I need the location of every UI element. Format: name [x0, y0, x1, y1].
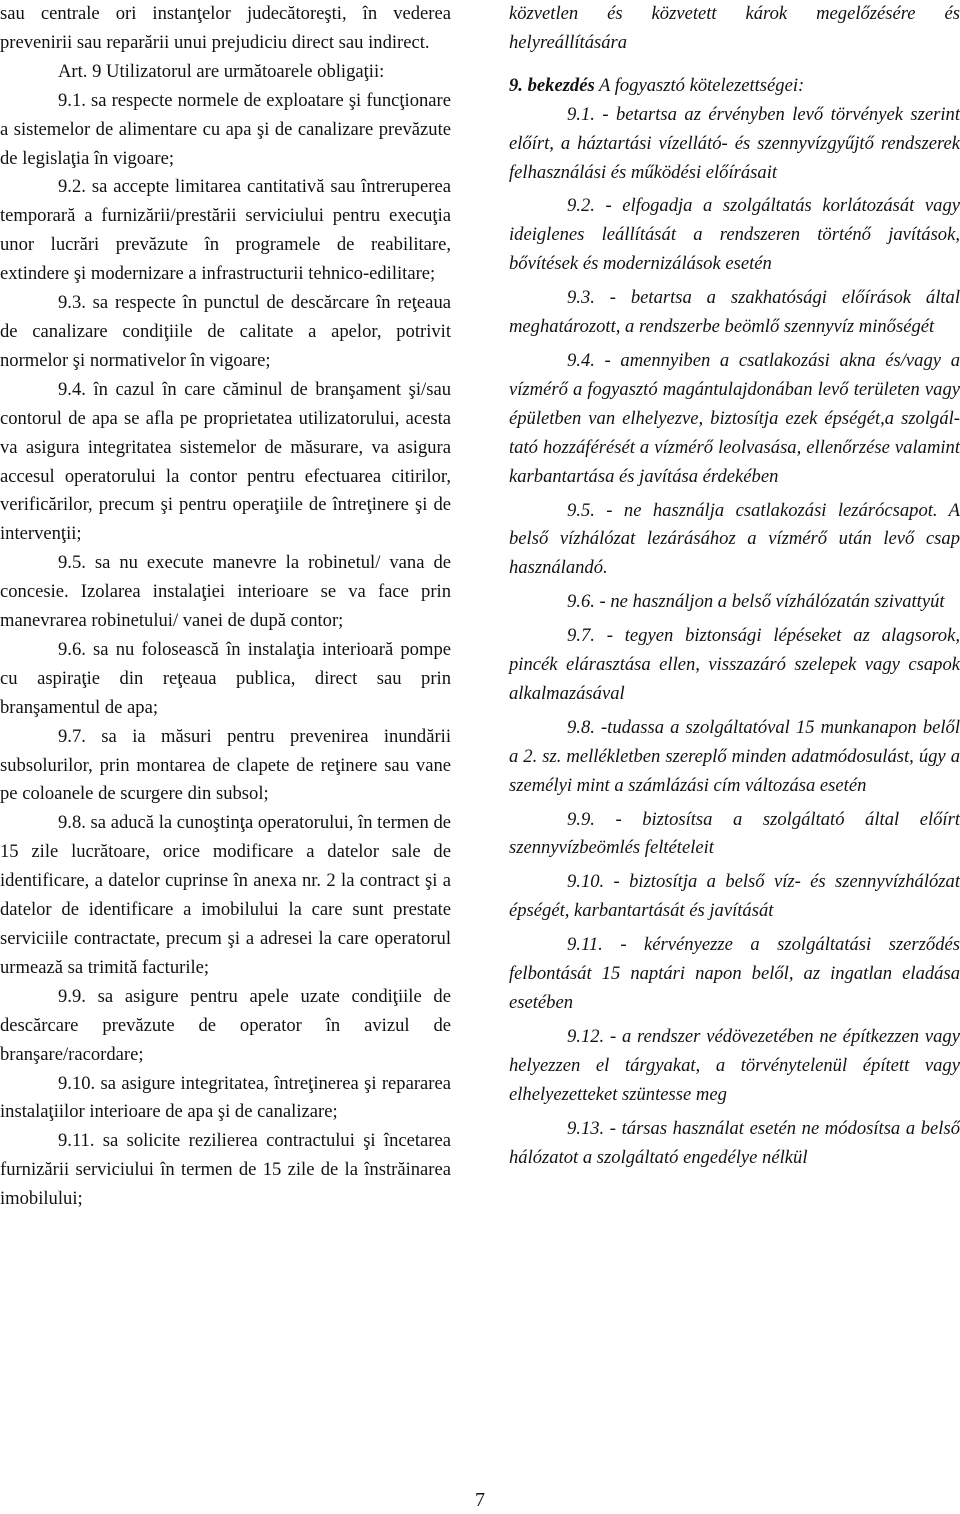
- paragraph-9-6: 9.6. sa nu folosească în instalaţia interioară pompe cu aspiraţie din reţeaua publica, direct sau prin branşamentul de apa;: [0, 638, 451, 718]
- item-hu-9-3: 9.3. - betartsa a szakhatósági előírások által meghatározott, a rendszerbe beömlő szennyvíz minőségét: [509, 287, 960, 338]
- paragraph-9-8: 9.8. sa aducă la cunoştinţa operatorului, în termen de 15 zile lucrătoare, orice modificare a datelor sale de identificare, a datelor cuprinse în anexa nr. 2 la contract şi a datelor de identificare a imobilului la care sunt prestate serviciile contractate, precum şi a adresei la care operatorul urmează sa trimită facturile;: [0, 812, 451, 978]
- page-number: 7: [475, 1489, 485, 1511]
- paragraph-9-3: 9.3. sa respecte în punctul de descărcare în reţeaua de canalizare condiţiile de calitate a apelor, potrivit normelor şi normativelor în vigoare;: [0, 292, 451, 371]
- paragraph-9-2: 9.2. sa accepte limitarea cantitativă sau întreruperea temporară a furnizării/prestării serviciului pentru execuţia unor lucrări prevăzute în programele de reabilitare, extindere şi modernizare a infrastructurii tehnico-edilitare;: [0, 176, 451, 285]
- item-hu-9-1: 9.1. - betartsa az érvényben levő törvények szerint előírt, a háztartási vízellátó- és szennyvízgyűjtő rendszerek felhasználási és működési előírásait: [509, 103, 960, 183]
- item-hu-9-10: 9.10. - biztosítja a belső víz- és szennyvízhálózat épségét, karbantartását és javítását: [509, 871, 960, 922]
- paragraph-9-1: 9.1. sa respecte normele de exploatare şi funcţionare a sistemelor de alimentare cu apa şi de canalizare prevăzute de legislaţia în vigoare;: [0, 89, 451, 169]
- item-hu-9-12: 9.12. - a rendszer védövezetében ne építkezzen vagy helyezzen el tárgyakat, a törvénytelenül épített vagy elhelyezetteket szüntesse meg: [509, 1025, 960, 1105]
- paragraph-9-9: 9.9. sa asigure pentru apele uzate condiţiile de descărcare prevăzute de operator în avizul de branşare/racordare;: [0, 985, 451, 1065]
- item-hu-9-13: 9.13. - társas használat esetén ne módosítsa a belső hálózatot a szolgáltató engedélye nélkül: [509, 1117, 960, 1168]
- item-hu-9-11: 9.11. - kérvényezze a szolgáltatási szerződés felbontását 15 naptári napon belől, az ingatlan eladása esetében: [509, 934, 960, 1013]
- left-column-romanian: [0, 0, 451, 1214]
- item-hu-9-4: 9.4. - amennyiben a csatlakozási akna és/vagy a vízmérő a fogyasztó magántulajdonában levő területen vagy épületben van elhelyezve, biztosítja ezek épségét,a szolgáltató hozzáférését a vízmérő leolvasása, ellenőrzése valamint karbantartása és javítása érdekében: [509, 349, 960, 487]
- section-9-heading-hu: [509, 72, 960, 101]
- paragraph-continuation-hu: közvetlen és közvetett károk megelőzésére és helyreállítására: [509, 3, 960, 53]
- item-hu-9-7: 9.7. - tegyen biztonsági lépéseket az alagsorok, pincék elárasztása ellen, visszazáró szelepek vagy csapok alkalmazásával: [509, 625, 960, 704]
- paragraph-9-10: 9.10. sa asigure integritatea, întreţinerea şi repararea instalaţiilor interioare de apa şi de canalizare;: [0, 1072, 451, 1123]
- paragraph-9-4: 9.4. în cazul în care căminul de branşament şi/sau contorul de apa se afla pe proprietatea utilizatorului, acesta va asigura integritatea sistemelor de măsurare, va asigura accesul operatorului la contor pentru efectuarea citirilor, verificărilor, precum şi pentru operaţiile de întreţinere şi de intervenţii;: [0, 378, 451, 545]
- paragraph-continuation: sau centrale ori instanţelor judecătoreşti, în vederea prevenirii sau reparării unui prejudiciu direct sau indirect.: [0, 3, 451, 53]
- article-9-heading: Art. 9 Utilizatorul are următoarele obligaţii:: [58, 60, 385, 82]
- section-9-heading-bold: 9. bekezdés: [509, 74, 595, 96]
- paragraph-9-5: 9.5. sa nu execute manevre la robinetul/ vana de concesie. Izolarea instalaţiei interioare se va face prin manevrarea robinetului/ vanei de după contor;: [0, 552, 451, 632]
- section-9-heading-text: A fogyasztó kötelezettségei:: [594, 74, 805, 96]
- item-hu-9-6: 9.6. - ne használjon a belső vízhálózatán szivattyút: [567, 591, 945, 613]
- paragraph-9-7: 9.7. sa ia măsuri pentru prevenirea inundării subsolurilor, prin montarea de clapete de reţinere sau vane pe coloanele de scurgere din subsol;: [0, 725, 451, 805]
- item-hu-9-5: 9.5. - ne használja csatlakozási lezárócsapot. A belső vízhálózat lezárásához a vízmérő után levő csap használandó.: [509, 499, 960, 579]
- item-hu-9-2: 9.2. - elfogadja a szolgáltatás korlátozását vagy ideiglenes leállítását a rendszeren történő javítások, bővítések és modernizálások esetén: [509, 195, 960, 275]
- item-hu-9-8: 9.8. -tudassa a szolgáltatóval 15 munkanapon belől a 2. sz. mellékletben szereplő minden adatmódosulást, úgy a személyi mint a számlázási cím változása esetén: [509, 716, 960, 796]
- paragraph-9-11: 9.11. sa solicite rezilierea contractului şi încetarea furnizării serviciului în termen de 15 zile de la înstrăinarea imobilului;: [0, 1130, 451, 1210]
- right-column-hungarian: [509, 0, 960, 1172]
- item-hu-9-9: 9.9. - biztosítsa a szolgáltató által előírt szennyvízbeömlés feltételeit: [509, 808, 960, 859]
